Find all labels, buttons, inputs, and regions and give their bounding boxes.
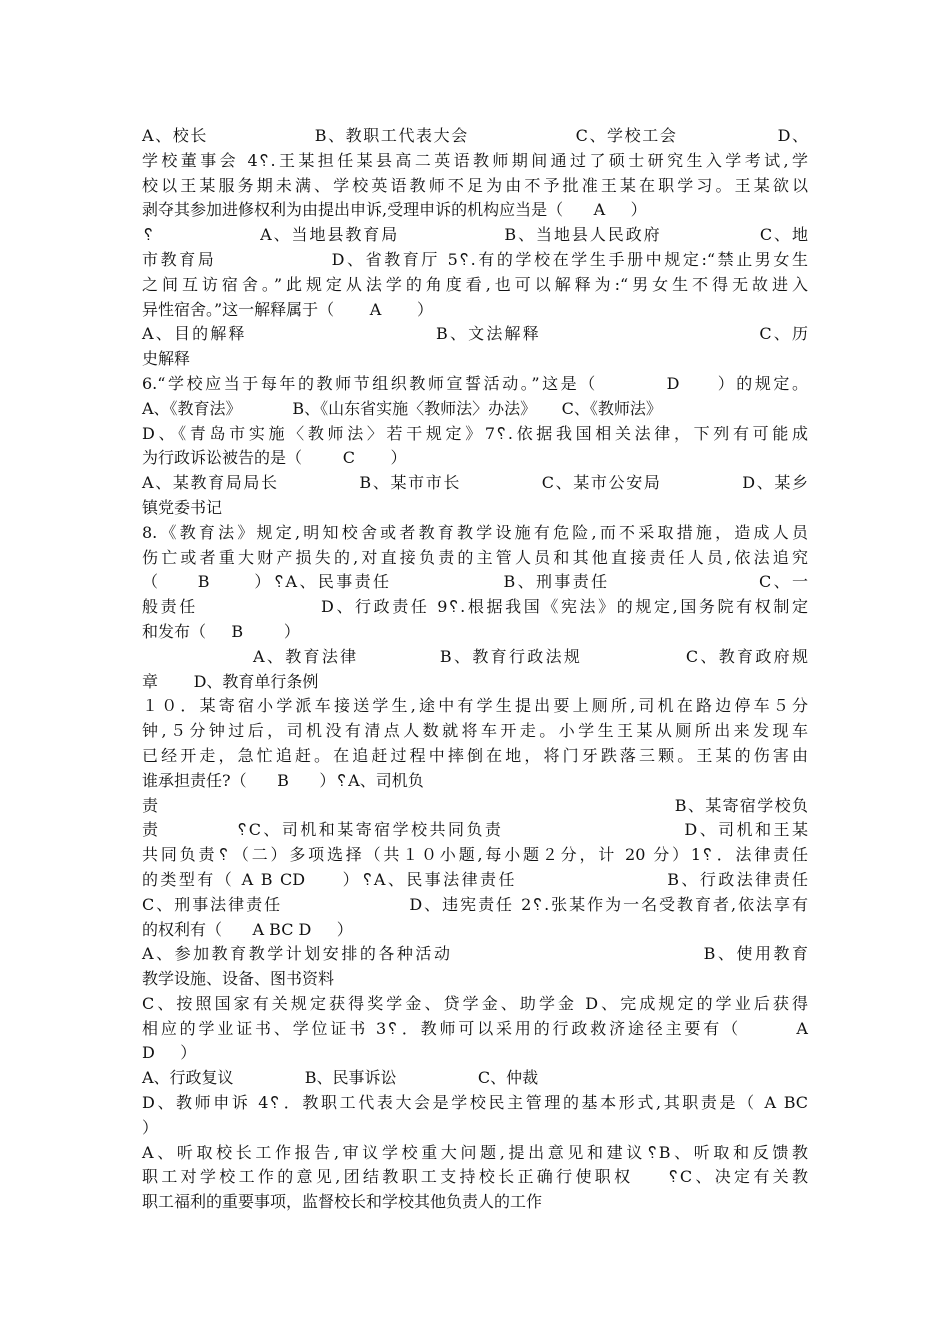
text-line: C、刑事法律责任 D、违宪责任 2␦.张某作为一名受教育者,依法享有	[142, 894, 808, 914]
text-line: 市教育局 D、省教育厅 5␦.有的学校在学生手册中规定:“禁止男女生	[142, 249, 808, 269]
text-line: ）	[142, 1117, 159, 1137]
text-line: 钟,５分钟过后，司机没有清点人数就将车开走。小学生王某从厕所出来发现车	[142, 721, 808, 741]
text-line: 伤亡或者重大财产损失的,对直接负责的主管人员和其他直接责任人员,依法追究	[142, 547, 808, 567]
text-line: D、教师申诉 4␦．教职工代表大会是学校民主管理的基本形式,其职责是（ A BC	[142, 1093, 808, 1113]
text-line: 8.《教育法》规定,明知校舍或者教育教学设施有危险,而不采取措施，造成人员	[142, 522, 808, 542]
text-line: 为行政诉讼被告的是（ C ）	[142, 448, 407, 468]
text-line: 异性宿舍。”这一解释属于（ A ）	[142, 299, 433, 319]
text-line: 之间互访宿舍。”此规定从法学的角度看,也可以解释为:“男女生不得无故进入	[142, 274, 808, 294]
text-line: D、《青岛市实施〈教师法〉若干规定》7␦.依据我国相关法律，下列有可能成	[142, 423, 808, 443]
text-line: A、某教育局局长 B、某市市长 C、某市公安局 D、某乡	[142, 473, 808, 493]
text-line: 责 B、某寄宿学校负	[142, 795, 808, 815]
text-line: C、按照国家有关规定获得奖学金、贷学金、助学金 D、完成规定的学业后获得	[142, 993, 808, 1013]
text-line: 的类型有（ A B CD ）␦A、民事法律责任 B、行政法律责任	[142, 869, 808, 889]
text-line: 剥夺其参加进修权利为由提出申诉,受理申诉的机构应当是（ A ）	[142, 200, 647, 220]
text-line: 般责任 D、行政责任 9␦.根据我国《宪法》的规定,国务院有权制定	[142, 597, 808, 617]
text-line: A、教育法律 B、教育行政法规 C、教育政府规	[142, 646, 808, 666]
text-line: 章 D、教育单行条例	[142, 671, 319, 691]
text-line: A、行政复议 B、民事诉讼 C、仲裁	[142, 1068, 539, 1088]
text-line: １０．某寄宿小学派车接送学生,途中有学生提出要上厕所,司机在路边停车５分	[142, 696, 808, 716]
text-line: 职工对学校工作的意见,团结教职工支持校长正确行使职权 ␦C、决定有关教	[142, 1167, 808, 1187]
text-line: 谁承担责任?（ B ）␦A、司机负	[142, 770, 424, 790]
text-line: 和发布（ B ）	[142, 621, 300, 641]
text-line: A、校长 B、教职工代表大会 C、学校工会 D、	[142, 126, 808, 145]
text-line: 学校董事会 4␦.王某担任某县高二英语教师期间通过了硕士研究生入学考试,学	[142, 150, 808, 170]
text-line: 相应的学业证书、学位证书 3␦．教师可以采用的行政救济途径主要有（ A	[142, 1018, 808, 1038]
text-line: A、《教育法》 B、《山东省实施〈教师法〉办法》 C、《教师法》	[142, 398, 662, 418]
text-line: D ）	[142, 1043, 197, 1063]
text-line: 责 ␦C、司机和某寄宿学校共同负责 D、司机和王某	[142, 820, 808, 840]
text-line: 校以王某服务期未满、学校英语教师不足为由不予批准王某在职学习。王某欲以	[142, 175, 808, 195]
text-line: ␦ A、当地县教育局 B、当地县人民政府 C、地	[142, 225, 808, 245]
document-page	[142, 124, 808, 1215]
text-line: 已经开走，急忙追赶。在追赶过程中摔倒在地，将门牙跌落三颗。王某的伤害由	[142, 745, 808, 765]
text-line: 史解释	[142, 349, 191, 369]
text-line: 镇党委书记	[142, 497, 223, 517]
text-line: A、听取校长工作报告,审议学校重大问题,提出意见和建议␦B、听取和反馈教	[142, 1142, 808, 1162]
text-line: 的权利有（ A BC D ）	[142, 919, 353, 939]
text-line: 6.“学校应当于每年的教师节组织教师宣誓活动。”这是（ D ）的规定。	[142, 373, 808, 393]
text-line: A、参加教育教学计划安排的各种活动 B、使用教育	[142, 944, 808, 964]
text-line: 共同负责␦（二）多项选择（共１０小题,每小题２分，计 20 分）1␦．法律责任	[142, 845, 808, 865]
text-line: 教学设施、设备、图书资料	[142, 969, 335, 989]
text-line: （ B ）␦A、民事责任 B、刑事责任 C、一	[142, 572, 808, 592]
text-line: A、目的解释 B、文法解释 C、历	[142, 324, 808, 344]
text-line: 职工福利的重要事项，监督校长和学校其他负责人的工作	[142, 1192, 543, 1212]
